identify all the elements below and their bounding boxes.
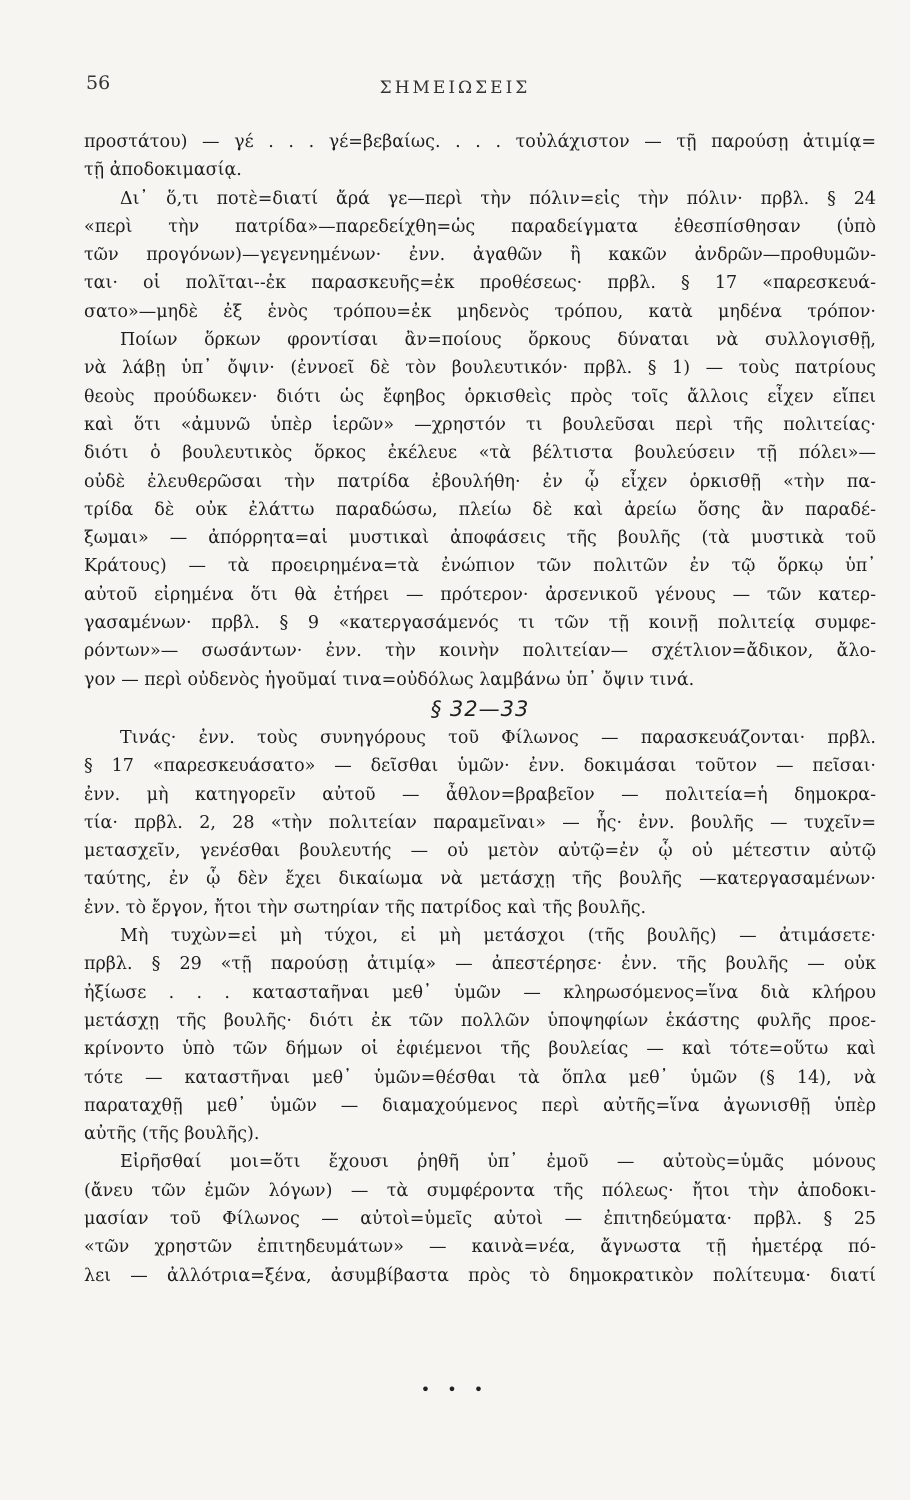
text-line: «περὶ τὴν πατρίδα»—παρεδείχθη=ὡς παραδείγματα ἐθεσπίσθησαν (ὑπὸ: [84, 216, 876, 237]
end-ornament: • • •: [420, 1380, 490, 1399]
text-line: πρβλ. § 29 «τῇ παρούσῃ ἀτιμίᾳ» — ἀπεστέρησε· ἐνν. τῆς βουλῆς — οὐκ: [84, 954, 876, 975]
text-line: κρίνοντο ὑπὸ τῶν δήμων οἱ ἐφιέμενοι τῆς βουλείας — καὶ τότε=οὕτω καὶ: [84, 1039, 876, 1060]
text-line: ἐνν. τὸ ἔργον, ἤτοι τὴν σωτηρίαν τῆς πατρίδος καὶ τῆς βουλῆς.: [84, 897, 647, 918]
running-header: ΣΗΜΕΙΩΣΕΙΣ: [379, 78, 531, 98]
text-line: τρίδα δὲ οὐκ ἐλάττω παραδώσω, πλείω δὲ καὶ ἀρείω ὅσης ἂν παραδέ-: [84, 499, 876, 520]
text-line: Εἰρῆσθαί μοι=ὅτι ἔχουσι ῥηθῆ ὑπ᾽ ἐμοῦ — αὐτοὺς=ὑμᾶς μόνους: [120, 1152, 876, 1173]
text-line: τῇ ἀποδοκιμασίᾳ.: [84, 160, 242, 181]
text-line: παραταχθῇ μεθ᾽ ὑμῶν — διαμαχούμενος περὶ αὐτῆς=ἵνα ἀγωνισθῇ ὑπὲρ: [84, 1095, 876, 1116]
text-line: (ἄνευ τῶν ἐμῶν λόγων) — τὰ συμφέροντα τῆς πόλεως· ἤτοι τὴν ἀποδοκι-: [84, 1180, 876, 1201]
text-line: καὶ ὅτι «ἀμυνῶ ὑπὲρ ἱερῶν» —χρηστόν τι βουλεῦσαι περὶ τῆς πολιτείας·: [84, 414, 876, 435]
section-heading: § 32—33: [430, 696, 530, 721]
text-line: ἠξίωσε . . . κατασταῆναι μεθ᾽ ὑμῶν — κληρωσόμενος=ἵνα διὰ κλήρου: [84, 982, 876, 1003]
text-line: οὐδὲ ἐλευθερῶσαι τὴν πατρίδα ἐβουλήθη· ἐν ᾧ εἶχεν ὁρκισθῇ «τὴν πα-: [84, 471, 876, 492]
notes-body: [84, 128, 876, 1290]
text-line: γασαμένων· πρβλ. § 9 «κατεργασάμενός τι τῶν τῇ κοινῇ πολιτείᾳ συμφε-: [84, 613, 876, 634]
text-line: διότι ὁ βουλευτικὸς ὅρκος ἐκέλευε «τὰ βέλτιστα βουλεύσειν τῇ πόλει»—: [84, 443, 876, 464]
text-line: νὰ λάβῃ ὑπ᾽ ὄψιν· (ἐννοεῖ δὲ τὸν βουλευτικόν· πρβλ. § 1) — τοὺς πατρίους: [84, 358, 876, 379]
text-line: ρόντων»— σωσάντων· ἐνν. τὴν κοινὴν πολιτείαν— σχέτλιον=ἄδικον, ἄλο-: [84, 641, 876, 662]
text-line: ταύτης, ἐν ᾧ δὲν ἔχει δικαίωμα νὰ μετάσχῃ τῆς βουλῆς —κατεργασαμένων·: [84, 869, 876, 890]
text-line: λει — ἀλλότρια=ξένα, ἀσυμβίβαστα πρὸς τὸ δημοκρατικὸν πολίτευμα· διατί: [84, 1265, 876, 1286]
text-line: «τῶν χρηστῶν ἐπιτηδευμάτων» — καινὰ=νέα, ἄγνωστα τῇ ἡμετέρᾳ πό-: [84, 1237, 876, 1258]
text-line: τότε — καταστῆναι μεθ᾽ ὑμῶν=θέσθαι τὰ ὅπλα μεθ᾽ ὑμῶν (§ 14), νὰ: [84, 1067, 876, 1088]
text-line: ἐνν. μὴ κατηγορεῖν αὐτοῦ — ἆθλον=βραβεῖον — πολιτεία=ἡ δημοκρα-: [84, 784, 876, 805]
text-line: γον — περὶ οὐδενὸς ἡγοῦμαί τινα=οὐδόλως λαμβάνω ὑπ᾽ ὄψιν τινά.: [84, 669, 695, 690]
text-line: Δι᾽ ὅ,τι ποτὲ=διατί ἄρά γε—περὶ τὴν πόλιν=εἰς τὴν πόλιν· πρβλ. § 24: [120, 188, 876, 209]
text-line: ξωμαι» — ἀπόρρητα=αἱ μυστικαὶ ἀποφάσεις τῆς βουλῆς (τὰ μυστικὰ τοῦ: [84, 528, 876, 549]
text-line: προστάτου) — γέ . . . γέ=βεβαίως. . . . τοὐλάχιστον — τῇ παρούσῃ ἀτιμίᾳ=: [84, 132, 876, 152]
text-line: αὐτοῦ εἰρημένα ὅτι θὰ ἐτήρει — πρότερον· ἀρσενικοῦ γένους — τῶν κατερ-: [84, 584, 876, 605]
text-line: Μὴ τυχὼν=εἰ μὴ τύχοι, εἰ μὴ μετάσχοι (τῆς βουλῆς) — ἀτιμάσετε·: [120, 926, 876, 947]
text-line: αὐτῆς (τῆς βουλῆς).: [84, 1124, 260, 1145]
text-line: τία· πρβλ. 2, 28 «τὴν πολιτείαν παραμεῖναι» — ἧς· ἐνν. βουλῆς — τυχεῖν=: [84, 812, 876, 833]
text-line: μετάσχῃ τῆς βουλῆς· διότι ἐκ τῶν πολλῶν ὑποψηφίων ἑκάστης φυλῆς προε-: [84, 1010, 876, 1031]
text-line: τῶν προγόνων)—γεγενημένων· ἐνν. ἀγαθῶν ἢ κακῶν ἀνδρῶν—προθυμῶν-: [84, 245, 876, 266]
text-line: θεοὺς προύδωκεν· διότι ὡς ἔφηβος ὁρκισθεὶς πρὸς τοῖς ἄλλοις εἶχεν εἴπει: [84, 386, 876, 407]
text-line: § 17 «παρεσκευάσατο» — δεῖσθαι ὑμῶν· ἐνν. δοκιμάσαι τοῦτον — πεῖσαι·: [84, 756, 876, 777]
text-line: Ποίων ὅρκων φροντίσαι ἂν=ποίους ὅρκους δύναται νὰ συλλογισθῇ,: [120, 330, 876, 351]
text-line: μετασχεῖν, γενέσθαι βουλευτής — οὐ μετὸν αὐτῷ=ἐν ᾧ οὐ μέτεστιν αὐτῷ: [84, 841, 876, 862]
text-line: ται· οἱ πολῖται--ἐκ παρασκευῆς=ἐκ προθέσεως· πρβλ. § 17 «παρεσκευά-: [84, 273, 876, 294]
page-number: 56: [86, 72, 111, 94]
text-line: μασίαν τοῦ Φίλωνος — αὐτοὶ=ὑμεῖς αὐτοὶ — ἐπιτηδεύματα· πρβλ. § 25: [84, 1208, 876, 1229]
text-line: σατο»—μηδὲ ἐξ ἑνὸς τρόπου=ἐκ μηδενὸς τρόπου, κατὰ μηδένα τρόπον·: [84, 301, 876, 322]
text-line: Τινάς· ἐνν. τοὺς συνηγόρους τοῦ Φίλωνος — παρασκευάζονται· πρβλ.: [120, 727, 876, 748]
text-line: Κράτους) — τὰ προειρημένα=τὰ ἐνώπιον τῶν πολιτῶν ἐν τῷ ὅρκῳ ὑπ᾽: [84, 556, 876, 577]
